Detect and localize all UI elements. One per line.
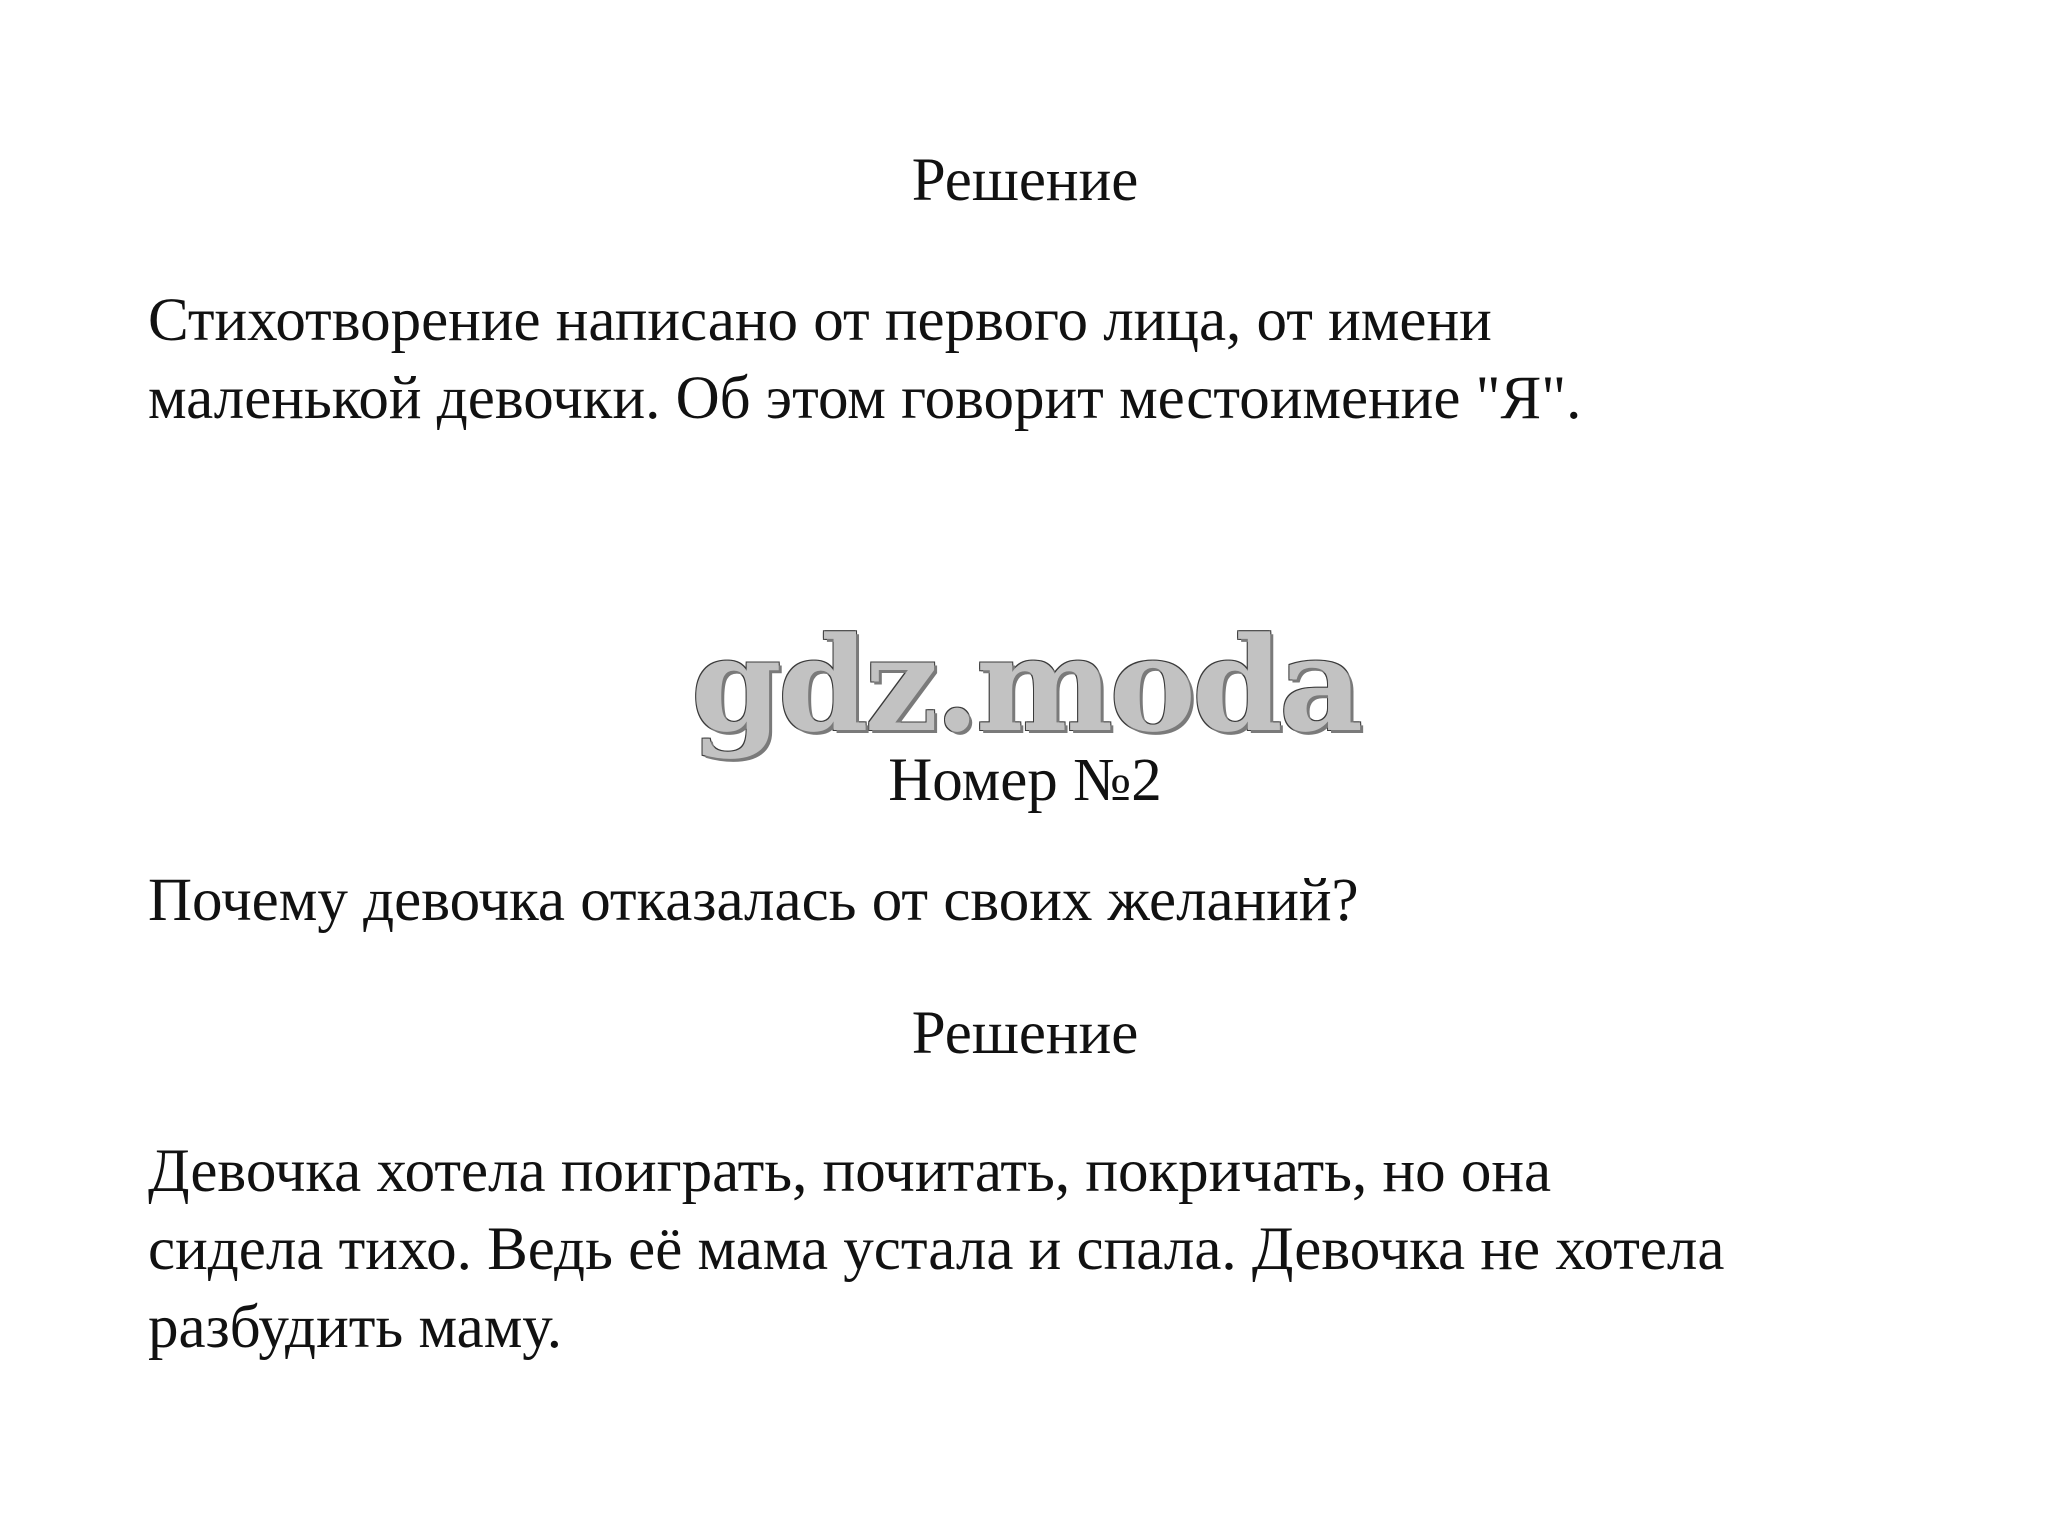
solution-heading-2: Решение <box>911 1000 1139 1067</box>
watermark-logo: gdz.moda <box>690 608 1360 761</box>
paragraph-line: разбудить маму. <box>148 1294 562 1361</box>
solution-paragraph-2 <box>148 1133 2008 1367</box>
task-question <box>148 862 2008 940</box>
paragraph-line: Стихотворение написано от первого лица, от имени <box>148 287 1492 354</box>
paragraph-line: Девочка хотела поиграть, почитать, покричать, но она <box>148 1138 1552 1205</box>
task-number-title: Номер №2 <box>888 747 1162 814</box>
solution-paragraph-1 <box>148 282 2008 438</box>
solution-heading-1: Решение <box>911 147 1139 214</box>
paragraph-line: маленькой девочки. Об этом говорит местоимение "Я". <box>148 365 1582 432</box>
paragraph-line: сидела тихо. Ведь её мама устала и спала. Девочка не хотела <box>148 1216 1725 1283</box>
question-text: Почему девочка отказалась от своих желаний? <box>148 867 1359 934</box>
